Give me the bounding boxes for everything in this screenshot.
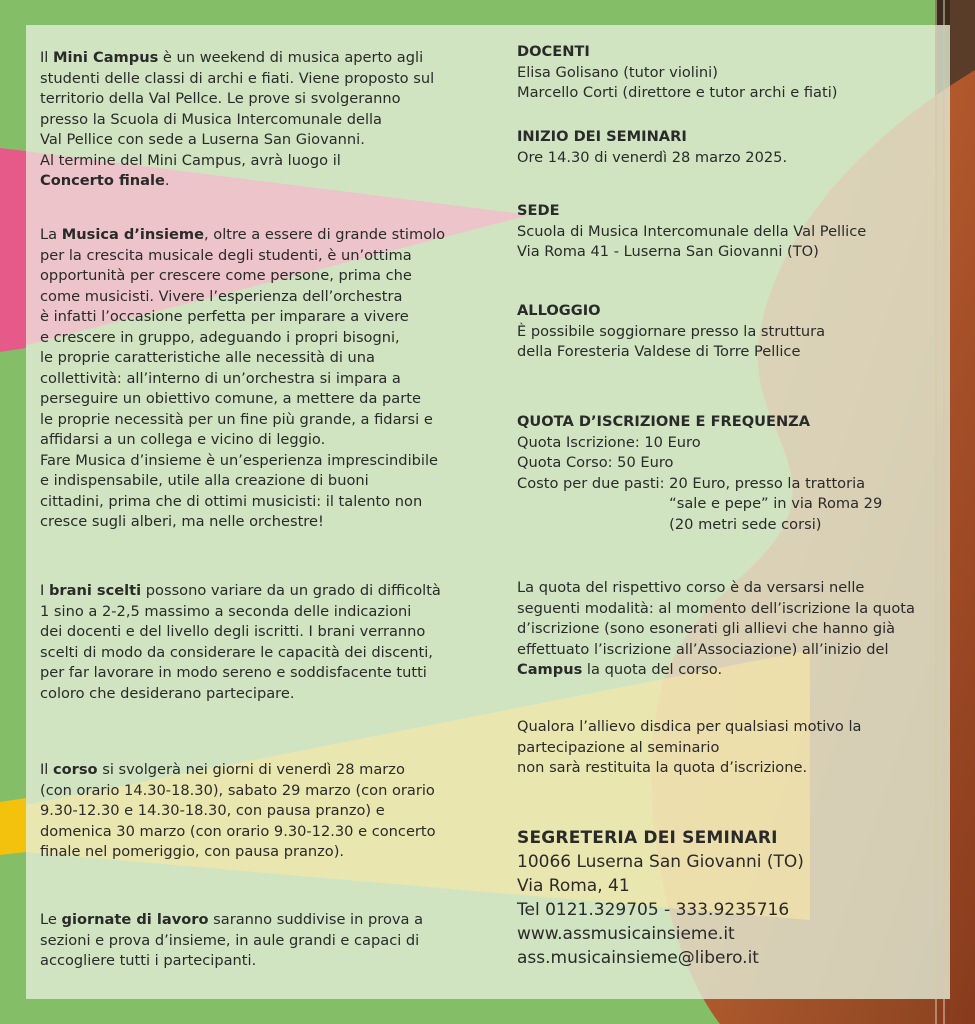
quota-title: QUOTA D’ISCRIZIONE E FREQUENZA	[517, 413, 811, 430]
docenti-title: DOCENTI	[517, 43, 590, 60]
alloggio-section: ALLOGGIO È possibile soggiornare presso la struttura della Foresteria Valdese di Torre Pellice	[517, 301, 957, 363]
insieme-paragraph: La Musica d’insieme, oltre a essere di grande stimolo per la crescita musicale degli studenti, è un’ottima opportunità per crescere come persone, prima che come musicisti. Vivere l’esperienza dell’orchestra è infatti l’occasione perfetta per imparare a vivere e crescere in gruppo, adeguando i propri bisogni, le proprie caratteristiche alle necessità di una collettività: all’interno di un’orchestra si impara a perseguire un obiettivo comune, a mettere da parte le proprie necessità per un fine più grande, a fidarsi e affidarsi a un collega e vicino di leggio. Fare Musica d’insieme è un’esperienza imprescindibile e indispensabile, utile alla creazione di buoni cittadini, prima che di ottimi musicisti: il talento non cresce sugli alberi, ma nelle orchestre!	[40, 226, 446, 530]
disdetta-paragraph: Qualora l’allievo disdica per qualsiasi motivo la partecipazione al seminario non sarà restituita la quota d’iscrizione.	[517, 718, 862, 776]
intro-paragraph: Il Mini Campus è un weekend di musica aperto agli studenti delle classi di archi e fiati. Viene proposto sul territorio della Val Pellce. Le prove si svolgeranno presso la Scuola di Musica Intercomunale della Val Pellice con sede a Luserna San Giovanni. Al termine del Mini Campus, avrà luogo il Concerto finale.	[40, 49, 435, 189]
quota-section: QUOTA D’ISCRIZIONE E FREQUENZA Quota Iscrizione: 10 Euro Quota Corso: 50 Euro Costo per due pasti: 20 Euro, presso la trattoria “sale e pepe” in via Roma 29 (20 metri sede corsi)	[517, 412, 957, 535]
website-link[interactable]: www.assmusicainsieme.it	[517, 924, 735, 944]
pasti-row: Costo per due pasti: 20 Euro, presso la trattoria “sale e pepe” in via Roma 29 (20 metri sede corsi)	[517, 474, 883, 533]
segreteria-section: SEGRETERIA DEI SEMINARI 10066 Luserna San Giovanni (TO) Via Roma, 41 Tel 0121.329705 - 333.9235716 www.assmusicainsieme.it ass.musicainsieme@libero.it	[517, 826, 957, 970]
corso-paragraph: Il corso si svolgerà nei giorni di venerdì 28 marzo (con orario 14.30-18.30), sabato 29 marzo (con orario 9.30-12.30 e 14.30-18.30, con pausa pranzo) e domenica 30 marzo (con orario 9.30-12.30 e concerto finale nel pomeriggio, con pausa pranzo).	[40, 761, 436, 860]
sede-title: SEDE	[517, 202, 560, 219]
modalita-paragraph: La quota del rispettivo corso è da versarsi nelle seguenti modalità: al momento dell’iscrizione la quota d’iscrizione (sono esonerati gli allievi che hanno già effettuato l’iscrizione all’Associazione) all’inizio del Campus la quota del corso.	[517, 579, 915, 678]
docenti-section: DOCENTI Elisa Golisano (tutor violini) Marcello Corti (direttore e tutor archi e fiati)	[517, 42, 957, 104]
inizio-section: INIZIO DEI SEMINARI Ore 14.30 di venerdì 28 marzo 2025.	[517, 127, 957, 168]
inizio-title: INIZIO DEI SEMINARI	[517, 128, 687, 145]
giornate-paragraph: Le giornate di lavoro saranno suddivise in prova a sezioni e prova d’insieme, in aule grandi e capaci di accogliere tutti i partecipanti.	[40, 911, 424, 969]
alloggio-title: ALLOGGIO	[517, 302, 601, 319]
sede-section: SEDE Scuola di Musica Intercomunale della Val Pellice Via Roma 41 - Luserna San Giovanni (TO)	[517, 201, 957, 263]
phone-number[interactable]: Tel 0121.329705 - 333.9235716	[517, 900, 790, 920]
email-link[interactable]: ass.musicainsieme@libero.it	[517, 948, 759, 968]
segreteria-title: SEGRETERIA DEI SEMINARI	[517, 828, 778, 848]
brani-paragraph: I brani scelti possono variare da un grado di difficoltà 1 sino a 2-2,5 massimo a seconda delle indicazioni dei docenti e del livello degli iscritti. I brani verranno scelti di modo da considerare le capacità dei discenti, per far lavorare in modo sereno e soddisfacente tutti coloro che desiderano partecipare.	[40, 582, 441, 702]
